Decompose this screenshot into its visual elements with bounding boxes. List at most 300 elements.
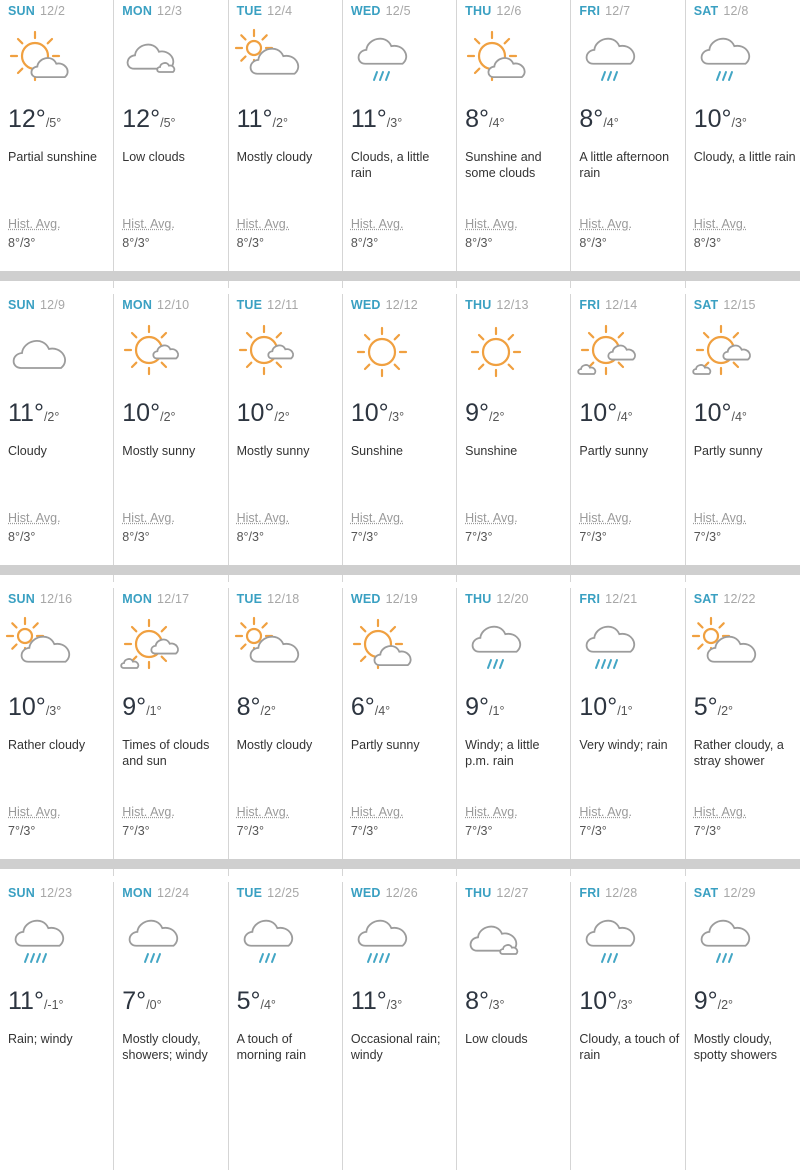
day-cell[interactable] <box>0 588 114 876</box>
sun-cloud-icon <box>348 614 416 680</box>
high-temp: 10° <box>350 399 389 427</box>
temperatures <box>351 693 390 722</box>
light-rain-icon <box>462 614 530 680</box>
low-temp: /5° <box>160 116 176 130</box>
day-of-week: SAT <box>693 592 719 606</box>
day-header[interactable] <box>122 4 182 18</box>
low-temp: /4° <box>617 410 633 424</box>
forecast-phrase: Mostly cloudy, showers; windy <box>122 1032 208 1062</box>
partly-sunny-icon <box>576 320 644 386</box>
hist-avg-value: 7°/3° <box>350 530 379 544</box>
temperatures <box>351 987 402 1016</box>
day-cell[interactable] <box>0 0 114 288</box>
high-temp: 5° <box>693 693 718 721</box>
light-rain-icon <box>234 908 302 974</box>
hist-avg-value: 7°/3° <box>579 824 607 838</box>
high-temp: 10° <box>693 105 732 133</box>
high-temp: 11° <box>350 987 387 1015</box>
forecast-phrase: Occasional rain; windy <box>350 1032 441 1062</box>
day-of-week: MON <box>122 886 153 900</box>
day-header[interactable] <box>579 4 630 18</box>
day-header[interactable] <box>122 298 189 312</box>
forecast-phrase: Mostly cloudy <box>236 738 313 752</box>
day-of-week: WED <box>350 4 381 18</box>
high-temp: 8° <box>465 987 490 1015</box>
day-date: 12/18 <box>267 592 300 606</box>
hist-avg-label[interactable]: Hist. Avg. <box>122 217 175 231</box>
high-temp: 9° <box>122 693 147 721</box>
forecast-phrase: Mostly cloudy <box>236 150 313 164</box>
low-temp: /5° <box>45 116 62 130</box>
forecast-phrase: Low clouds <box>465 1032 528 1046</box>
day-of-week: SUN <box>8 592 35 606</box>
day-header[interactable] <box>579 886 637 900</box>
day-header[interactable] <box>237 4 293 18</box>
forecast-phrase: A little afternoon rain <box>579 150 670 180</box>
day-header[interactable] <box>8 4 65 18</box>
mostly-cloudy-icon <box>234 614 302 680</box>
temperatures <box>351 105 402 134</box>
day-cell[interactable] <box>571 882 685 1170</box>
hist-avg-label[interactable]: Hist. Avg. <box>350 217 404 231</box>
hist-avg-label[interactable]: Hist. Avg. <box>8 805 61 819</box>
day-date: 12/7 <box>605 4 631 18</box>
sun-cloud-icon <box>462 26 530 92</box>
day-header[interactable] <box>465 886 529 900</box>
day-of-week: WED <box>350 592 381 606</box>
day-header[interactable] <box>579 298 637 312</box>
day-date: 12/3 <box>157 4 183 18</box>
low-temp: /4° <box>731 410 747 424</box>
hist-avg-label[interactable]: Hist. Avg. <box>693 511 747 525</box>
rain-icon <box>576 614 644 680</box>
high-temp: 11° <box>350 105 387 133</box>
hist-avg-label[interactable]: Hist. Avg. <box>350 805 404 819</box>
day-cell[interactable] <box>114 0 228 288</box>
day-header[interactable] <box>237 592 300 606</box>
low-temp: /2° <box>43 410 60 424</box>
week-separator <box>0 565 800 575</box>
hist-avg-label[interactable]: Hist. Avg. <box>465 511 518 525</box>
day-date: 12/22 <box>723 592 756 606</box>
temperatures <box>8 693 61 722</box>
low-temp: /3° <box>489 998 505 1012</box>
low-temp: /2° <box>274 410 290 424</box>
low-temp: /2° <box>717 998 734 1012</box>
forecast-phrase: Clouds, a little rain <box>350 150 430 180</box>
day-of-week: THU <box>465 886 492 900</box>
forecast-phrase: Partial sunshine <box>8 150 97 164</box>
forecast-phrase: Cloudy <box>8 444 47 458</box>
day-cell[interactable] <box>114 882 228 1170</box>
low-temp: /3° <box>45 704 62 718</box>
forecast-phrase: Rain; windy <box>8 1032 73 1046</box>
hist-avg-value: 8°/3° <box>350 236 379 250</box>
hist-avg-label[interactable]: Hist. Avg. <box>350 511 404 525</box>
day-cell[interactable] <box>114 294 228 582</box>
day-header[interactable] <box>351 4 411 18</box>
day-cell[interactable] <box>0 882 114 1170</box>
temperatures <box>465 399 504 428</box>
day-of-week: MON <box>122 298 153 312</box>
high-temp: 9° <box>465 399 490 427</box>
day-of-week: FRI <box>579 4 601 18</box>
temperatures <box>122 693 161 722</box>
hist-avg-value: 7°/3° <box>8 824 36 838</box>
temperatures <box>237 693 276 722</box>
low-temp: /4° <box>489 116 505 130</box>
forecast-phrase: Rather cloudy, a stray shower <box>693 738 784 768</box>
hist-avg-value: 7°/3° <box>579 530 607 544</box>
day-of-week: THU <box>465 298 492 312</box>
hist-avg-label[interactable]: Hist. Avg. <box>465 805 518 819</box>
temperatures <box>8 987 64 1016</box>
high-temp: 10° <box>693 399 732 427</box>
temperatures <box>465 105 504 134</box>
week-row <box>0 588 800 876</box>
hist-avg-value: 7°/3° <box>350 824 379 838</box>
day-cell[interactable] <box>686 588 800 876</box>
forecast-phrase: Rather cloudy <box>8 738 86 752</box>
day-date: 12/2 <box>40 4 66 18</box>
day-date: 12/14 <box>605 298 638 312</box>
temperatures <box>122 987 161 1016</box>
forecast-phrase: Cloudy, a touch of rain <box>579 1032 680 1062</box>
light-rain-icon <box>576 908 644 974</box>
forecast-phrase: Windy; a little p.m. rain <box>465 738 540 768</box>
low-temp: /3° <box>731 116 747 130</box>
day-of-week: FRI <box>579 886 601 900</box>
low-temp: /0° <box>146 998 162 1012</box>
day-cell[interactable] <box>229 588 343 876</box>
day-header[interactable] <box>579 592 637 606</box>
day-of-week: SUN <box>8 4 35 18</box>
day-date: 12/25 <box>267 886 300 900</box>
hist-avg-label[interactable]: Hist. Avg. <box>465 217 518 231</box>
temperatures <box>122 105 175 134</box>
hist-avg-label[interactable]: Hist. Avg. <box>122 511 175 525</box>
day-cell[interactable] <box>343 588 457 876</box>
forecast-phrase: Mostly sunny <box>236 444 310 458</box>
high-temp: 10° <box>579 693 618 721</box>
day-cell[interactable] <box>571 588 685 876</box>
low-temp: /2° <box>272 116 288 130</box>
day-header[interactable] <box>694 4 749 18</box>
temperatures <box>694 693 733 722</box>
temperatures <box>579 987 632 1016</box>
hist-avg-value: 8°/3° <box>236 236 264 250</box>
hist-avg-value: 8°/3° <box>579 236 607 250</box>
forecast-phrase: A touch of morning rain <box>236 1032 307 1062</box>
day-header[interactable] <box>465 4 521 18</box>
low-temp: /1° <box>146 704 162 718</box>
day-date: 12/16 <box>40 592 73 606</box>
low-temp: /1° <box>489 704 505 718</box>
high-temp: 8° <box>465 105 490 133</box>
forecast-phrase: Sunshine and some clouds <box>465 150 542 180</box>
temperatures <box>579 399 632 428</box>
low-temp: /2° <box>160 410 176 424</box>
light-rain-icon <box>119 908 187 974</box>
hist-avg-label[interactable]: Hist. Avg. <box>693 217 747 231</box>
temperatures <box>237 399 290 428</box>
temperatures <box>465 693 504 722</box>
low-temp: /4° <box>603 116 619 130</box>
light-rain-icon <box>691 26 759 92</box>
high-temp: 10° <box>122 399 161 427</box>
day-date: 12/6 <box>496 4 522 18</box>
day-date: 12/26 <box>385 886 418 900</box>
hist-avg-value: 7°/3° <box>693 530 722 544</box>
day-of-week: FRI <box>579 298 601 312</box>
day-cell[interactable] <box>571 0 685 288</box>
day-of-week: THU <box>465 592 492 606</box>
day-of-week: FRI <box>579 592 601 606</box>
day-cell[interactable] <box>571 294 685 582</box>
day-of-week: THU <box>465 4 492 18</box>
partly-sunny-icon <box>691 320 759 386</box>
day-date: 12/21 <box>605 592 638 606</box>
mostly-sunny-icon <box>119 320 187 386</box>
day-header[interactable] <box>465 298 529 312</box>
day-header[interactable] <box>237 298 299 312</box>
day-of-week: MON <box>122 592 153 606</box>
week-separator <box>0 271 800 281</box>
day-cell[interactable] <box>686 0 800 288</box>
hist-avg-value: 7°/3° <box>693 824 722 838</box>
temperatures <box>694 987 733 1016</box>
forecast-phrase: Partly sunny <box>579 444 649 458</box>
forecast-phrase: Sunshine <box>465 444 518 458</box>
day-header[interactable] <box>694 886 756 900</box>
day-cell[interactable] <box>457 882 571 1170</box>
hist-avg-value: 7°/3° <box>465 530 493 544</box>
day-date: 12/19 <box>385 592 418 606</box>
day-of-week: SAT <box>693 886 719 900</box>
hist-avg-value: 8°/3° <box>8 530 36 544</box>
week-row <box>0 0 800 288</box>
day-cell[interactable] <box>343 882 457 1170</box>
day-of-week: SAT <box>693 4 719 18</box>
hist-avg-label[interactable]: Hist. Avg. <box>236 805 290 819</box>
high-temp: 12° <box>8 105 46 133</box>
forecast-phrase: Cloudy, a little rain <box>693 150 796 164</box>
hist-avg-label[interactable]: Hist. Avg. <box>579 805 632 819</box>
forecast-phrase: Partly sunny <box>350 738 420 752</box>
high-temp: 5° <box>236 987 261 1015</box>
low-temp: /3° <box>386 998 403 1012</box>
day-date: 12/23 <box>40 886 73 900</box>
rain-icon <box>348 908 416 974</box>
day-header[interactable] <box>351 592 418 606</box>
day-cell[interactable] <box>0 294 114 582</box>
day-cell[interactable] <box>343 294 457 582</box>
week-separator <box>0 859 800 869</box>
day-date: 12/28 <box>605 886 638 900</box>
temperatures <box>694 105 747 134</box>
day-cell[interactable] <box>686 882 800 1170</box>
day-cell[interactable] <box>686 294 800 582</box>
day-date: 12/9 <box>40 298 66 312</box>
day-header[interactable] <box>122 592 189 606</box>
day-date: 12/29 <box>723 886 756 900</box>
temperatures <box>465 987 504 1016</box>
day-cell[interactable] <box>457 0 571 288</box>
day-cell[interactable] <box>229 0 343 288</box>
sun-cloud-icon <box>5 26 73 92</box>
day-of-week: SUN <box>8 886 35 900</box>
high-temp: 9° <box>465 693 490 721</box>
temperatures <box>237 105 288 134</box>
low-temp: /1° <box>617 704 633 718</box>
low-temp: /2° <box>260 704 276 718</box>
high-temp: 10° <box>236 399 275 427</box>
high-temp: 8° <box>579 105 604 133</box>
mostly-sunny-icon <box>234 320 302 386</box>
day-cell[interactable] <box>114 588 228 876</box>
forecast-phrase: Low clouds <box>122 150 185 164</box>
forecast-phrase: Very windy; rain <box>579 738 668 752</box>
low-temp: /3° <box>617 998 633 1012</box>
light-rain-icon <box>691 908 759 974</box>
high-temp: 6° <box>350 693 375 721</box>
temperatures <box>8 105 61 134</box>
forecast-phrase: Sunshine <box>350 444 403 458</box>
forecast-phrase: Mostly cloudy, spotty showers <box>693 1032 778 1062</box>
hist-avg-label[interactable]: Hist. Avg. <box>693 805 747 819</box>
high-temp: 12° <box>122 105 161 133</box>
low-temp: /4° <box>374 704 391 718</box>
temperatures <box>351 399 404 428</box>
mostly-cloudy-icon <box>691 614 759 680</box>
hist-avg-value: 8°/3° <box>122 236 150 250</box>
day-of-week: TUE <box>236 592 263 606</box>
mostly-cloudy-icon <box>5 614 73 680</box>
forecast-phrase: Mostly sunny <box>122 444 196 458</box>
day-header[interactable] <box>237 886 300 900</box>
day-header[interactable] <box>8 298 65 312</box>
day-header[interactable] <box>8 592 72 606</box>
day-date: 12/17 <box>157 592 190 606</box>
day-of-week: TUE <box>236 886 263 900</box>
day-date: 12/15 <box>723 298 756 312</box>
day-of-week: WED <box>350 298 381 312</box>
low-temp: /2° <box>489 410 505 424</box>
hist-avg-label[interactable]: Hist. Avg. <box>236 511 290 525</box>
partly-sunny-icon <box>119 614 187 680</box>
day-cell[interactable] <box>229 294 343 582</box>
low-clouds-icon <box>119 26 187 92</box>
light-rain-icon <box>348 26 416 92</box>
day-date: 12/10 <box>157 298 190 312</box>
day-date: 12/8 <box>723 4 749 18</box>
hist-avg-value: 8°/3° <box>122 530 150 544</box>
sun-icon <box>462 320 530 386</box>
low-temp: /-1° <box>43 998 64 1012</box>
day-header[interactable] <box>694 298 756 312</box>
high-temp: 10° <box>8 693 46 721</box>
temperatures <box>579 105 618 134</box>
low-temp: /3° <box>388 410 405 424</box>
day-cell[interactable] <box>343 0 457 288</box>
high-temp: 10° <box>579 399 618 427</box>
forecast-phrase: Partly sunny <box>693 444 763 458</box>
hist-avg-label[interactable]: Hist. Avg. <box>8 217 61 231</box>
day-header[interactable] <box>351 298 418 312</box>
day-of-week: SUN <box>8 298 35 312</box>
hist-avg-value: 7°/3° <box>236 824 264 838</box>
temperatures <box>8 399 59 428</box>
day-date: 12/24 <box>157 886 190 900</box>
day-header[interactable] <box>122 886 189 900</box>
low-temp: /2° <box>717 704 734 718</box>
high-temp: 8° <box>236 693 261 721</box>
day-header[interactable] <box>8 886 72 900</box>
day-of-week: TUE <box>236 4 263 18</box>
day-of-week: SAT <box>693 298 719 312</box>
forecast-phrase: Times of clouds and sun <box>122 738 210 768</box>
day-cell[interactable] <box>229 882 343 1170</box>
high-temp: 11° <box>236 105 273 133</box>
week-row <box>0 294 800 582</box>
hist-avg-label[interactable]: Hist. Avg. <box>579 511 632 525</box>
day-date: 12/5 <box>385 4 411 18</box>
hist-avg-value: 8°/3° <box>693 236 722 250</box>
temperatures <box>237 987 276 1016</box>
day-date: 12/4 <box>267 4 293 18</box>
high-temp: 9° <box>693 987 718 1015</box>
day-date: 12/27 <box>496 886 529 900</box>
high-temp: 11° <box>8 399 44 427</box>
hist-avg-label[interactable]: Hist. Avg. <box>579 217 632 231</box>
sun-icon <box>348 320 416 386</box>
day-date: 12/13 <box>496 298 529 312</box>
day-cell[interactable] <box>457 294 571 582</box>
hist-avg-value: 7°/3° <box>122 824 150 838</box>
light-rain-icon <box>576 26 644 92</box>
day-of-week: TUE <box>236 298 263 312</box>
week-row <box>0 882 800 1170</box>
hist-avg-value: 7°/3° <box>465 824 493 838</box>
low-temp: /3° <box>386 116 403 130</box>
hist-avg-value: 8°/3° <box>236 530 264 544</box>
high-temp: 11° <box>8 987 44 1015</box>
day-cell[interactable] <box>457 588 571 876</box>
day-date: 12/11 <box>267 298 299 312</box>
temperatures <box>122 399 175 428</box>
mostly-cloudy-icon <box>234 26 302 92</box>
day-header[interactable] <box>465 592 529 606</box>
cloudy-icon <box>5 320 73 386</box>
day-of-week: MON <box>122 4 153 18</box>
low-temp: /4° <box>260 998 276 1012</box>
hist-avg-value: 8°/3° <box>8 236 36 250</box>
day-of-week: WED <box>350 886 381 900</box>
day-header[interactable] <box>351 886 418 900</box>
low-clouds-icon <box>462 908 530 974</box>
day-date: 12/12 <box>385 298 418 312</box>
rain-icon <box>5 908 73 974</box>
hist-avg-label[interactable]: Hist. Avg. <box>236 217 290 231</box>
hist-avg-label[interactable]: Hist. Avg. <box>8 511 61 525</box>
hist-avg-label[interactable]: Hist. Avg. <box>122 805 175 819</box>
temperatures <box>694 399 747 428</box>
day-date: 12/20 <box>496 592 529 606</box>
day-header[interactable] <box>694 592 756 606</box>
hist-avg-value: 8°/3° <box>465 236 493 250</box>
high-temp: 10° <box>579 987 618 1015</box>
temperatures <box>579 693 632 722</box>
